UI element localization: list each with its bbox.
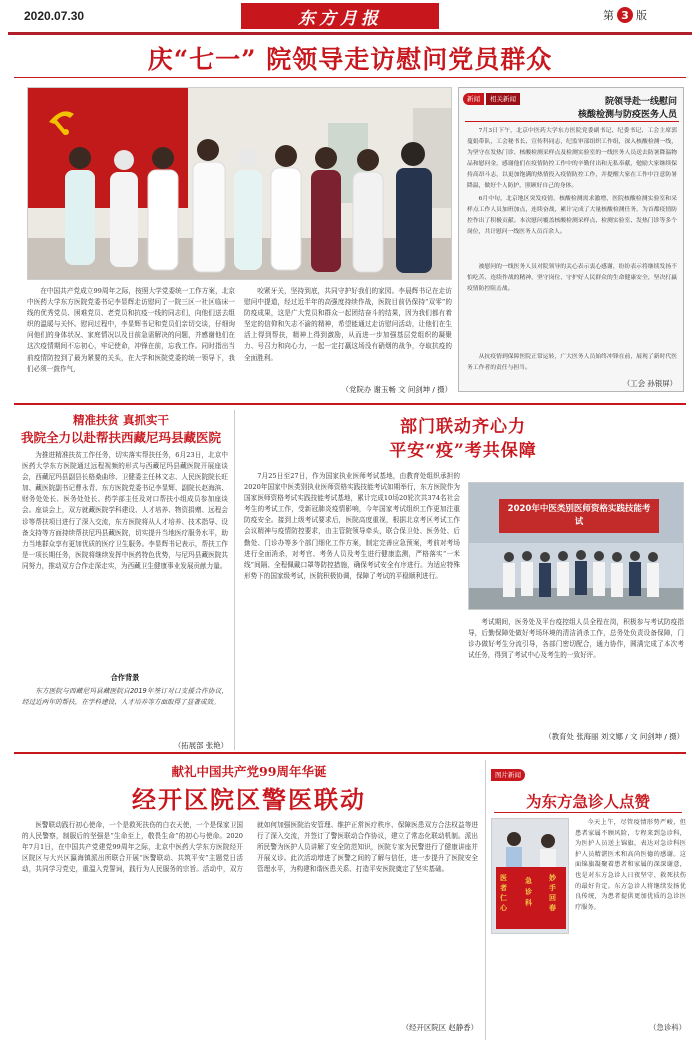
banner-mid-text: 急诊科 [525, 876, 532, 907]
art3-body-left: 7月25日至27日，作为国家执业医师考试基地，由教育处组织承担的2020年国家中医类别执业医师资格实践技能考试如期举行，东方医院作为国家医师资格考试实践技能考试基地，累计完成10场20轮次共374名社会考生的考试工作，受新冠肺炎疫情影响，今年国家考试组织工作更加注重防疫安全。接到上级考试要求后，医院高度重视，根据北京考区考试工作会议精神与疫情防控要求，由主管院领导牵头，联合保卫处、医务处、后勤处、门诊办等多个部门细化工作方案，制定完善应急预案，考前对考场进行全面消杀，对考官、考务人员及考生进行健康监测，严格落实“一米线”间隔、全程佩戴口罩等防控措施，确保考试安全有序进行。为适应特殊形势下的国家级考试，医院积极协调，保障了考试的平稳顺利进行。 [244, 472, 460, 580]
page-number-badge: 3 [617, 7, 633, 23]
sidebar-tag-related: 相关新闻 [486, 93, 520, 105]
section-rule-1 [14, 403, 686, 405]
sidebar-para-1: 7月3日下午，北京中医药大学东方医院党委副书记、纪委书记、工会主席郭蔓娟带队，工会秘书长、宣传科同志，纪监审部组织工作组，深入核酸检测一线，为坚守在发热门诊、核酸检测采样点及检测实验室的一线医务人员送去防暑降温物品和慰问金，感谢他们在疫情防控工作中的辛勤付出和无私奉献，勉励大家继续保持高昂斗志，以更加饱满的热情投入疫情防控工作，并提醒大家在工作中注意防暑降温，做好个人防护，照顾好自己的身体。 [467, 128, 677, 189]
section-rule-2 [14, 752, 686, 754]
art1-photo [27, 87, 452, 280]
exam-banner-text: 2020年中医类别医师资格实践技能考试 [507, 504, 651, 527]
sidebar-para-2: 6月中旬，北京地区突发疫情，核酸检测需求激增，医院核酸检测实验室和采样点工作人员加班加点，连续奋战，累计完成了大量核酸检测任务，为首都疫情防控作出了积极贡献。本次慰问覆盖核酸检测采样点、检测实验室、发热门诊等多个岗位，共计慰问一线医务人员百余人。 [467, 196, 677, 235]
art2-note: 东方医院与西藏尼玛县藏医院自2019年签订对口支援合作协议，经过近两年的帮扶，在学科建设、人才培养等方面取得了显著成效。 [22, 687, 228, 707]
art2-byline: （拓展部 张艳） [173, 741, 228, 750]
party-visit-photo [28, 88, 452, 280]
related-news-sidebar [458, 87, 684, 392]
art3-headline-2: 平安“疫”考共保障 [389, 441, 537, 461]
art2-note-title: 合作背景 [110, 673, 140, 682]
art4-body: 医警联动践行初心使命，一个是救死扶伤的白衣天使，一个是保家卫国的人民警察，制服后的坚强是“生命至上，敬畏生命”的初心与使命。2020年7月1日，在中国共产党建党99周年之际，北京中医药大学东方医院经开区院区与大兴区瀛海镇派出所联合开展“医警联动、共筑平安”主题党日活动，共同学习党史，重温入党誓词，践行为人民服务的宗旨。活动中，双方就如何加强医院治安管理、维护正常医疗秩序、保障医患双方合法权益等进行了深入交流，并签订了警医联动合作协议，建立了常态化联动机制。派出所民警为医护人员讲解了安全防范知识，医院专家为民警进行了健康讲座并开展义诊。此次活动增进了医警之间的了解与信任，进一步提升了医院安全管理水平，为构建和谐医患关系、打造平安医院奠定了坚实基础。 [22, 821, 478, 874]
art2-kicker: 精准扶贫 真抓实干 [72, 413, 169, 427]
paper-name-block [241, 3, 439, 29]
paper-name: 东方月报 [298, 8, 382, 29]
page-indicator: 第 3 版 [603, 8, 647, 22]
sidebar-para-4: 从抗疫情到保障医院正常运转，广大医务人员始终冲锋在前，展现了新时代医务工作者的责任与担当。 [467, 354, 677, 371]
photo-news-tag: 图片新闻 [491, 769, 525, 781]
art2-headline: 我院全力以赴帮扶西藏尼玛县藏医院 [20, 430, 221, 445]
art4-byline: （经开区院区 赵静香） [401, 1023, 478, 1032]
masthead [0, 0, 700, 36]
art4-kicker: 献礼中国共产党99周年华诞 [171, 764, 327, 779]
sidebar-tag: 新闻 [463, 93, 484, 105]
art3-body-right: 考试期间，医务处及平台疫控组人员全程在岗，积极参与考试防疫指导，后勤保障处做好考场环境的清洁消杀工作，总务处负责设备保障，门诊办做好考生分流引导，各部门密切配合，通力协作，圆满完成了本次考试任务，得到了考试中心及考生的一致好评。 [468, 618, 684, 660]
art5-photo [491, 818, 569, 934]
art3-photo [468, 482, 684, 610]
art1-byline: （党院办 谢玉畅 文 问剑坤 / 摄） [341, 385, 452, 394]
issue-date: 2020.07.30 [24, 9, 85, 23]
masthead-rule [8, 32, 692, 35]
sidebar-para-3: 被慰问的一线医务人员对院领导的关心表示衷心感谢，纷纷表示将继续发扬不怕吃苦、连续作战的精神，坚守岗位，守护好人民群众的生命健康安全，坚决打赢疫情防控阻击战。 [467, 264, 677, 292]
art2-body: 为推进精准扶贫工作任务，切实落实帮扶任务，6月23日，北京中医药大学东方医院通过远程视频的形式与西藏尼玛县藏医院开展座谈会，西藏尼玛县副县长格桑曲珍、卫健委主任林文志、人民医院院长旺加、藏医院副书记曹永青、东方医院党委书记李显辉、副院长赵海滨、财务处处长、医务处处长、药学部主任及对口帮扶小组成员参加座谈会。座谈会上，双方就藏医院学科建设、人才培养、物资捐赠、远程会诊等帮扶项目进行了深入交流，东方医院将从人才培养、技术指导、设备支持等方面持续帮扶尼玛县藏医院，切实提升当地医疗服务水平，助力当地群众享有更加优质的医疗卫生服务。李显辉书记表示，帮扶工作是一项长期任务，医院将继续发挥中医药特色优势，与尼玛县藏医院共同努力，推动双方合作走深走实，为西藏卫生健康事业发展贡献力量。 [22, 451, 228, 570]
art5-tag [491, 762, 525, 781]
art5-body: 今天上午，尽管疫情形势严峻，但患者家属不顾风险，专程来到急诊科，为医护人员送上锦旗，表达对急诊科医护人员精湛医术和高尚医德的感谢。这面锦旗凝聚着患者和家属的深深谢意，也是对东方急诊人日夜坚守、救死扶伤的最好肯定。东方急诊人将继续发扬优良传统，为患者提供更加优质的急诊医疗服务。 [575, 819, 686, 911]
sidebar-title-1: 院领导赴一线慰问 [604, 97, 677, 107]
column-divider [234, 410, 235, 750]
art1-headline-rule [14, 77, 686, 78]
art1-headline: 庆“七一” 院领导走访慰问党员群众 [147, 45, 553, 74]
art5-headline: 为东方急诊人点赞 [525, 792, 650, 811]
art3-byline: （教育处 张海丽 刘文娜 / 文 问剑坤 / 摄） [544, 732, 684, 741]
art4-headline: 经开区院区警医联动 [132, 785, 366, 814]
art3-headline-1: 部门联动齐心力 [400, 417, 526, 437]
banner-left-text: 医者仁心 [500, 873, 507, 912]
banner-right-text: 妙手回春 [549, 873, 556, 912]
sidebar-byline: （工会 孙银屏） [622, 379, 677, 388]
sidebar-title-2: 核酸检测与防疫医务人员 [577, 110, 677, 120]
art5-byline: （急诊科） [649, 1023, 686, 1032]
art1-body-mid: 咬紧牙关，坚持到底，共同守护好我们的家园。李晨辉书记在走访慰问中提道，经过近半年的高强度持续作战，医院目前仍保持“双零”的防疫成果，这是广大党员和群众一起团结奋斗的结果，因为我们都有着坚定的信仰和矢志不渝的精神，希望能通过走访慰问活动，让他们在生活上得到帮扶，精神上得到激励，从而进一步加强基层党组织的凝聚力、号召力和向心力，一起一定打赢这场没有硝烟的战争，夺取抗疫的全面胜利。 [244, 287, 452, 362]
art1-body-left: 在中国共产党成立99周年之际，按照大学党委统一工作方案，北京中医药大学东方医院党委书记李显辉走访慰问了一院三区一社区临床一线的优秀党员、困难党员、老党员和抗疫一线的同志们，向他们送去组织的温暖与关怀。慰问过程中，李显辉书记和党员们亲切交谈，仔细询问他们的身体状况、家庭情况以及目前急需解决的问题，并感谢他们在这次疫情期间不忘初心，牢记使命，冲锋在前，忘我工作。同时指出当前疫情防控到了最为紧要的关头，在大学和医院党委的统一领导下，我们必须一鼓作气， [27, 287, 235, 373]
